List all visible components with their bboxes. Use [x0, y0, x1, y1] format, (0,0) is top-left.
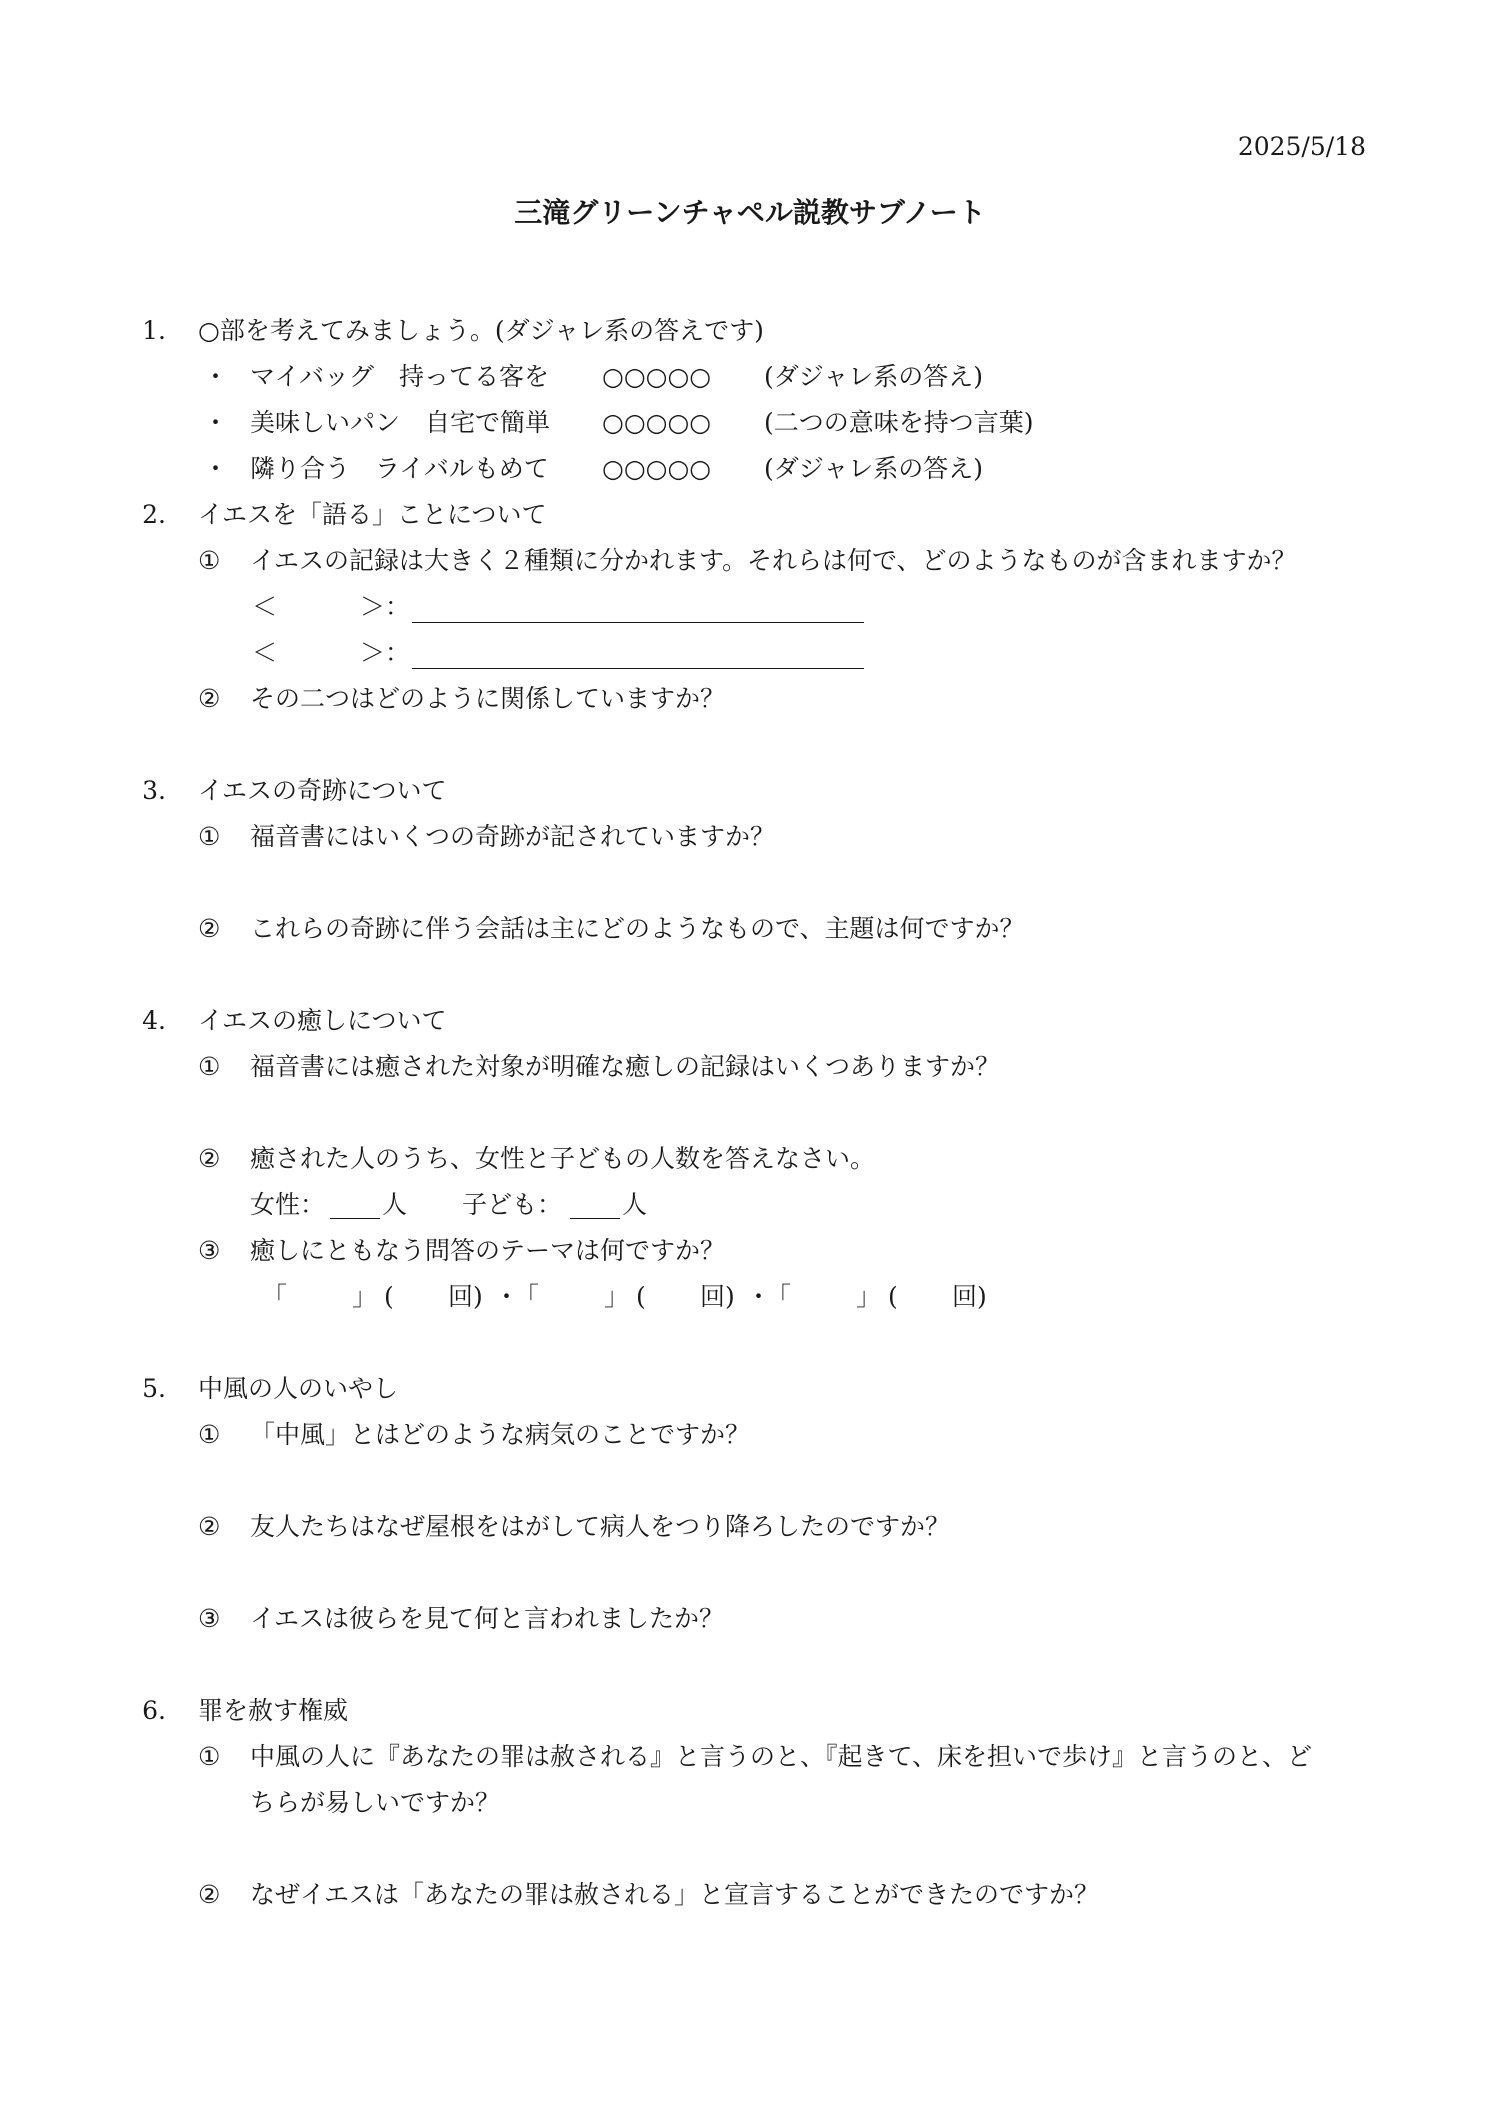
item-question: 癒しにともなう問答のテーマは何ですか？ [250, 1236, 726, 1265]
section-heading: イエスの奇跡について [198, 776, 447, 805]
item-mark: ① [198, 1742, 221, 1771]
item-question: 福音書には癒された対象が明確な癒しの記録はいくつありますか？ [250, 1052, 1001, 1081]
item-mark: ② [198, 1880, 221, 1909]
document-title: 三滝グリーンチャペル説教サブノート [514, 196, 986, 229]
bullet-blank: ○○○○○ [602, 362, 712, 391]
item-mark: ③ [198, 1604, 221, 1633]
item-mark: ② [198, 684, 221, 713]
item-mark: ① [198, 1420, 221, 1449]
bullet-phrase: マイバッグ 持ってる客を [250, 362, 550, 391]
document-date: 2025/5/18 [1237, 132, 1366, 161]
theme-count-open: ( [888, 1282, 898, 1311]
theme-close-quote: 」 [604, 1282, 630, 1311]
theme-close-quote: 」 [352, 1282, 378, 1311]
item-question: その二つはどのように関係していますか？ [250, 684, 726, 713]
bullet-mark: ・ [203, 362, 229, 391]
item-question: なぜイエスは「あなたの罪は赦される」と宣言することができたのですか？ [250, 1880, 1100, 1909]
item-question: 中風の人に『あなたの罪は赦される』と言うのと、『起きて、床を担いで歩け』と言うのと、ど [250, 1742, 1313, 1771]
answer-line [412, 622, 864, 623]
answer-open-bracket: ＜ [252, 592, 278, 621]
item-question: イエスの記録は大きく２種類に分かれます。それらは何で、どのようなものが含まれますか？ [250, 546, 1297, 575]
item-mark: ③ [198, 1236, 221, 1265]
theme-count-unit: 回) [952, 1282, 987, 1311]
section-heading: ○部を考えてみましょう。(ダジャレ系の答えです) [198, 316, 764, 345]
bullet-blank: ○○○○○ [602, 454, 712, 483]
section-number: 3. [142, 776, 166, 805]
section-number: 1. [142, 316, 166, 345]
item-question: これらの奇跡に伴う会話は主にどのようなもので、主題は何ですか？ [250, 914, 1025, 943]
bullet-phrase: 美味しいパン 自宅で簡単 [250, 408, 551, 437]
item-mark: ① [198, 546, 221, 575]
item-question: イエスは彼らを見て何と言われましたか？ [250, 1604, 725, 1633]
theme-separator: ・ [746, 1282, 772, 1311]
bullet-phrase: 隣り合う ライバルもめて [250, 454, 549, 483]
bullet-mark: ・ [203, 408, 229, 437]
item-question: 癒された人のうち、女性と子どもの人数を答えなさい。 [250, 1144, 876, 1173]
item-mark: ② [198, 1144, 221, 1173]
item-mark: ② [198, 1512, 221, 1541]
section-heading: 罪を赦す権威 [198, 1696, 349, 1725]
item-question: 福音書にはいくつの奇跡が記されていますか？ [250, 822, 776, 851]
theme-count-unit: 回) [700, 1282, 735, 1311]
item-mark: ① [198, 1052, 221, 1081]
theme-open-quote: 「 [514, 1282, 540, 1311]
section-number: 4. [142, 1006, 166, 1035]
answer-line [412, 668, 864, 669]
children-count-label: 子ども： [462, 1190, 563, 1219]
bullet-mark: ・ [203, 454, 229, 483]
bullet-hint: (二つの意味を持つ言葉) [764, 408, 1034, 437]
children-count-blank [570, 1218, 620, 1219]
item-mark: ① [198, 822, 221, 851]
theme-open-quote: 「 [766, 1282, 792, 1311]
answer-close-bracket: ＞： [360, 592, 411, 621]
children-count-unit: 人 [622, 1190, 648, 1219]
theme-close-quote: 」 [856, 1282, 882, 1311]
section-number: 2. [142, 500, 166, 529]
section-heading: イエスを「語る」ことについて [198, 500, 547, 529]
item-mark: ② [198, 914, 221, 943]
item-question: 「中風」とはどのような病気のことですか？ [250, 1420, 751, 1449]
section-number: 5. [142, 1374, 166, 1403]
answer-close-bracket: ＞： [360, 638, 411, 667]
item-question: 友人たちはなぜ屋根をはがして病人をつり降ろしたのですか？ [250, 1512, 951, 1541]
theme-count-open: ( [384, 1282, 394, 1311]
theme-open-quote: 「 [262, 1282, 288, 1311]
women-count-label: 女性： [250, 1190, 326, 1219]
theme-count-open: ( [636, 1282, 646, 1311]
theme-separator: ・ [494, 1282, 520, 1311]
theme-count-unit: 回) [448, 1282, 483, 1311]
women-count-blank [330, 1218, 380, 1219]
item-question-continuation: ちらが易しいですか？ [250, 1788, 501, 1817]
bullet-hint: (ダジャレ系の答え) [764, 454, 984, 483]
section-heading: 中風の人のいやし [198, 1374, 399, 1403]
section-number: 6. [142, 1696, 166, 1725]
answer-open-bracket: ＜ [252, 638, 278, 667]
women-count-unit: 人 [382, 1190, 408, 1219]
section-heading: イエスの癒しについて [198, 1006, 447, 1035]
bullet-blank: ○○○○○ [602, 408, 712, 437]
bullet-hint: (ダジャレ系の答え) [764, 362, 984, 391]
